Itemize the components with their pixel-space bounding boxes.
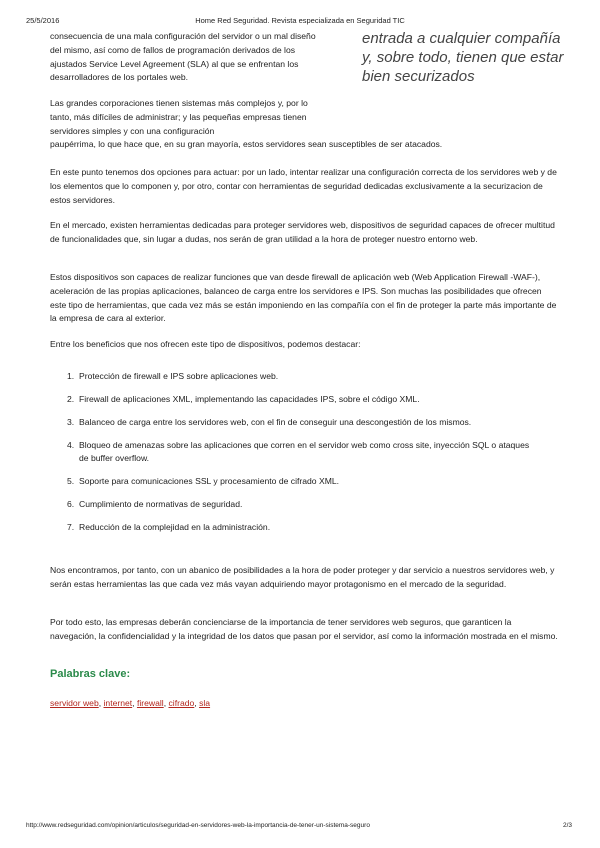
print-date: 25/5/2016	[26, 16, 60, 25]
list-item: 3. Balanceo de carga entre los servidores web, con el fin de conseguir una descongestión de los mismos.	[67, 417, 472, 427]
print-page-title: Home Red Seguridad. Revista especializada en Seguridad TIC	[195, 16, 405, 25]
keyword-separator: ,	[98, 698, 102, 708]
page-number: 2/3	[562, 822, 572, 829]
print-url: http://www.redseguridad.com/opinion/articulos/seguridad-en-servidores-web-la-importancia-de-tener-un-sistema-seguro	[26, 822, 370, 829]
keyword-separator: ,	[132, 698, 135, 708]
keyword-separator: ,	[194, 698, 197, 708]
pull-quote: entrada a cualquier compañía y, sobre todo, tienen que estar bien securizados	[362, 30, 564, 85]
keyword-link-firewall[interactable]: firewall	[136, 698, 164, 708]
article-paragraph-4: Entre los beneficios que nos ofrecen este tipo de dispositivos, podemos destacar:	[50, 339, 361, 349]
keywords-heading: Palabras clave:	[50, 668, 131, 680]
article-paragraph-5: Nos encontramos, por tanto, con un abanico de posibilidades a la hora de poder proteger y dar servicio a nuestros servidores web, y serán estas herramientas las que cada vez más vayan adquiriendo mayor protagonismo en el mercado de la seguridad.	[50, 565, 555, 589]
keyword-link-sla[interactable]: sla	[199, 698, 211, 708]
intro-paragraph-1: consecuencia de una mala configuración del servidor o un mal diseño del mismo, así como de fallos de programación derivados de los ajustados Service Level Agreement (SLA) al que se enfrentan los desarrolladores de los portales web.	[50, 31, 316, 83]
list-item: 7. Reducción de la complejidad en la administración.	[67, 522, 271, 532]
article-paragraph-2: En el mercado, existen herramientas dedicadas para proteger servidores web, dispositivos de seguridad capaces de ofrecer multitud de funcionalidades que, sin lugar a dudas, nos serán de gran utilidad a la hora de proteger nuestro entorno web.	[50, 220, 555, 244]
article-paragraph-3: Estos dispositivos son capaces de realizar funciones que van desde firewall de aplicación web (Web Application Firewall -WAF-), aceleración de las propias aplicaciones, balanceo de carga entre los servidores e IPS. Son muchas las posibilidades que ofrecen este tipo de herramientas, que cada vez más se están imponiendo en las compañía con el fin de proteger la parte más importante de la empresa de cara al exterior.	[50, 272, 557, 324]
intro-column	[50, 30, 322, 139]
list-item: 1. Protección de firewall e IPS sobre aplicaciones web.	[67, 371, 279, 381]
article-paragraph-1: En este punto tenemos dos opciones para actuar: por un lado, intentar realizar una configuración correcta de los servidores web y de los elementos que lo componen y, por otro, contar con herramientas de seguridad dedicadas exclusivamente a la securizacion de estos servidores.	[50, 167, 557, 205]
list-item: 6. Cumplimiento de normativas de seguridad.	[67, 499, 243, 509]
intro-paragraph-2-continuation: paupérrima, lo que hace que, en su gran mayoría, estos servidores sean susceptibles de ser atacados.	[50, 139, 443, 149]
intro-paragraph-2: Las grandes corporaciones tienen sistemas más complejos y, por lo tanto, más difíciles de administrar; y las pequeñas empresas tienen servidores simples y con una configuración	[50, 98, 308, 136]
keyword-separator: ,	[163, 698, 167, 708]
keyword-link-internet[interactable]: internet	[103, 698, 133, 708]
article-paragraph-6: Por todo esto, las empresas deberán concienciarse de la importancia de tener servidores web seguros, que garanticen la navegación, la confidencialidad y la integridad de los datos que pasan por el servidor, así como la información mostrada en el mismo.	[50, 617, 558, 641]
keyword-link-cifrado[interactable]: cifrado	[168, 698, 195, 708]
list-item: 4. Bloqueo de amenazas sobre las aplicaciones que corren en el servidor web como cross site, inyección SQL o ataques de buffer overflow.	[67, 440, 530, 463]
keyword-link-servidor-web[interactable]: servidor web	[50, 698, 99, 708]
list-item: 2. Firewall de aplicaciones XML, implementando las capacidades IPS, sobre el código XML.	[67, 394, 420, 404]
keywords-list	[50, 698, 210, 708]
list-item: 5. Soporte para comunicaciones SSL y procesamiento de cifrado XML.	[67, 476, 340, 486]
